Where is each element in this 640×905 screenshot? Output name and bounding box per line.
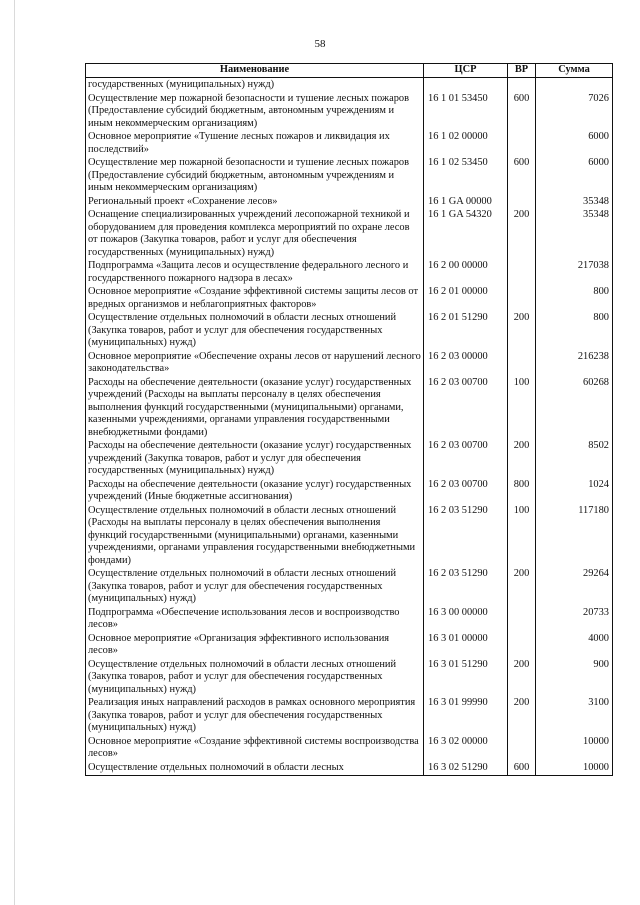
cell-vr: 600 [508, 762, 536, 776]
cell-vr [508, 286, 536, 312]
header-vr: ВР [508, 64, 536, 78]
header-csr: ЦСР [424, 64, 508, 78]
cell-name: Подпрограмма «Защита лесов и осуществление федерального лесного и государственного пожарного надзора в лесах» [86, 260, 424, 286]
cell-vr: 200 [508, 697, 536, 736]
cell-vr [508, 196, 536, 210]
cell-name: Региональный проект «Сохранение лесов» [86, 196, 424, 210]
table-row [86, 659, 613, 698]
cell-csr: 16 1 02 00000 [424, 131, 508, 157]
table-row [86, 312, 613, 351]
cell-csr: 16 2 01 00000 [424, 286, 508, 312]
cell-sum: 3100 [536, 697, 613, 736]
table-row [86, 762, 613, 776]
cell-name: Основное мероприятие «Организация эффективного использования лесов» [86, 633, 424, 659]
cell-csr [424, 78, 508, 93]
table-row [86, 351, 613, 377]
cell-sum: 117180 [536, 505, 613, 569]
cell-sum: 35348 [536, 209, 613, 260]
cell-csr: 16 1 02 53450 [424, 157, 508, 196]
page-number: 58 [314, 38, 326, 50]
cell-csr: 16 2 03 00700 [424, 377, 508, 441]
cell-sum [536, 78, 613, 93]
cell-name: Расходы на обеспечение деятельности (оказание услуг) государственных учреждений (Расходы на выплаты персоналу в целях обеспечения выполнения функций государственными (муниципальными) органами, казенными учреждениями, органами управления государственными внебюджетными фондами) [86, 377, 424, 441]
cell-sum: 6000 [536, 157, 613, 196]
cell-csr: 16 3 02 00000 [424, 736, 508, 762]
table-row [86, 93, 613, 132]
table-row [86, 505, 613, 569]
table-header-row [86, 64, 613, 78]
cell-name: Основное мероприятие «Тушение лесных пожаров и ликвидация их последствий» [86, 131, 424, 157]
cell-vr: 600 [508, 93, 536, 132]
table-row [86, 131, 613, 157]
cell-vr: 200 [508, 312, 536, 351]
cell-name: Осуществление отдельных полномочий в области лесных отношений (Закупка товаров, работ и услуг для обеспечения государственных (муниципальных) нужд) [86, 659, 424, 698]
table-row [86, 607, 613, 633]
cell-name: государственных (муниципальных) нужд) [86, 78, 424, 93]
cell-name: Расходы на обеспечение деятельности (оказание услуг) государственных учреждений (Иные бюджетные ассигнования) [86, 479, 424, 505]
cell-vr [508, 736, 536, 762]
cell-csr: 16 3 01 99990 [424, 697, 508, 736]
cell-csr: 16 2 03 00700 [424, 440, 508, 479]
cell-name: Осуществление мер пожарной безопасности и тушение лесных пожаров (Предоставление субсидий бюджетным, автономным учреждениям и иным некоммерческим организациям) [86, 93, 424, 132]
cell-sum: 10000 [536, 736, 613, 762]
table-row [86, 697, 613, 736]
table-row [86, 568, 613, 607]
cell-name: Основное мероприятие «Обеспечение охраны лесов от нарушений лесного законодательства» [86, 351, 424, 377]
table-row [86, 260, 613, 286]
cell-vr: 800 [508, 479, 536, 505]
header-name: Наименование [86, 64, 424, 78]
cell-sum: 60268 [536, 377, 613, 441]
cell-sum: 800 [536, 312, 613, 351]
cell-vr [508, 633, 536, 659]
cell-sum: 4000 [536, 633, 613, 659]
cell-sum: 6000 [536, 131, 613, 157]
cell-csr: 16 2 01 51290 [424, 312, 508, 351]
cell-csr: 16 2 00 00000 [424, 260, 508, 286]
cell-vr [508, 351, 536, 377]
table-row [86, 286, 613, 312]
cell-vr [508, 131, 536, 157]
cell-sum: 7026 [536, 93, 613, 132]
cell-name: Осуществление отдельных полномочий в области лесных [86, 762, 424, 776]
cell-vr: 200 [508, 659, 536, 698]
table-row [86, 633, 613, 659]
cell-name: Основное мероприятие «Создание эффективной системы защиты лесов от вредных организмов и неблагоприятных факторов» [86, 286, 424, 312]
cell-vr: 600 [508, 157, 536, 196]
cell-name: Осуществление отдельных полномочий в области лесных отношений (Закупка товаров, работ и услуг для обеспечения государственных (муниципальных) нужд) [86, 312, 424, 351]
cell-name: Оснащение специализированных учреждений лесопожарной техникой и оборудованием для проведения комплекса мероприятий по охране лесов от пожаров (Закупка товаров, работ и услуг для обеспечения государственных (муниципальных) нужд) [86, 209, 424, 260]
cell-name: Основное мероприятие «Создание эффективной системы воспроизводства лесов» [86, 736, 424, 762]
table-row [86, 479, 613, 505]
cell-sum: 20733 [536, 607, 613, 633]
cell-csr: 16 2 03 51290 [424, 568, 508, 607]
cell-csr: 16 3 00 00000 [424, 607, 508, 633]
scan-edge-line [14, 0, 15, 905]
cell-name: Расходы на обеспечение деятельности (оказание услуг) государственных учреждений (Закупка товаров, работ и услуг для обеспечения государственных (муниципальных) нужд) [86, 440, 424, 479]
cell-sum: 35348 [536, 196, 613, 210]
table-row [86, 377, 613, 441]
cell-sum: 8502 [536, 440, 613, 479]
cell-sum: 29264 [536, 568, 613, 607]
cell-csr: 16 2 03 51290 [424, 505, 508, 569]
cell-vr [508, 260, 536, 286]
budget-table [85, 63, 613, 776]
table-row [86, 157, 613, 196]
cell-csr: 16 1 GA 00000 [424, 196, 508, 210]
cell-sum: 217038 [536, 260, 613, 286]
cell-vr [508, 607, 536, 633]
header-sum: Сумма [536, 64, 613, 78]
table-row [86, 736, 613, 762]
cell-sum: 216238 [536, 351, 613, 377]
cell-vr: 100 [508, 505, 536, 569]
cell-csr: 16 3 01 51290 [424, 659, 508, 698]
cell-vr: 200 [508, 440, 536, 479]
table-row [86, 209, 613, 260]
cell-vr: 200 [508, 209, 536, 260]
cell-csr: 16 1 GA 54320 [424, 209, 508, 260]
cell-sum: 800 [536, 286, 613, 312]
cell-sum: 1024 [536, 479, 613, 505]
cell-name: Осуществление отдельных полномочий в области лесных отношений (Расходы на выплаты персоналу в целях обеспечения выполнения функций государственными (муниципальными) органами, казенными учреждениями, органами управления государственными внебюджетными фондами) [86, 505, 424, 569]
cell-csr: 16 2 03 00000 [424, 351, 508, 377]
table-row [86, 440, 613, 479]
cell-name: Подпрограмма «Обеспечение использования лесов и воспроизводство лесов» [86, 607, 424, 633]
cell-vr: 200 [508, 568, 536, 607]
cell-vr: 100 [508, 377, 536, 441]
cell-vr [508, 78, 536, 93]
table-row [86, 78, 613, 93]
cell-name: Реализация иных направлений расходов в рамках основного мероприятия (Закупка товаров, работ и услуг для обеспечения государственных (муниципальных) нужд) [86, 697, 424, 736]
cell-csr: 16 3 02 51290 [424, 762, 508, 776]
cell-sum: 10000 [536, 762, 613, 776]
cell-csr: 16 3 01 00000 [424, 633, 508, 659]
cell-name: Осуществление отдельных полномочий в области лесных отношений (Закупка товаров, работ и услуг для обеспечения государственных (муниципальных) нужд) [86, 568, 424, 607]
cell-csr: 16 1 01 53450 [424, 93, 508, 132]
cell-sum: 900 [536, 659, 613, 698]
cell-csr: 16 2 03 00700 [424, 479, 508, 505]
table-row [86, 196, 613, 210]
cell-name: Осуществление мер пожарной безопасности и тушение лесных пожаров (Предоставление субсидий бюджетным, автономным учреждениям и иным некоммерческим организациям) [86, 157, 424, 196]
